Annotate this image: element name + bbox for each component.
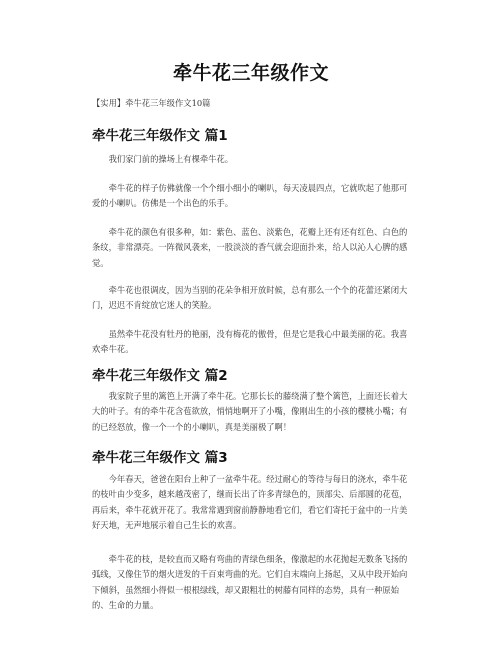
paragraph: 我们家门前的操场上有棵牵牛花。 xyxy=(92,154,234,164)
paragraph: 牵牛花的枝，是较直而又略有弯曲的青绿色细条，像激起的水花抛起无数条飞扬的弧线，又像住节的烟火迸发的千百束弯曲的光。它们自末端向上扬起，又从中段开始向下倾斜，虽然细小得似一根根绿线，却又跟粗壮的树藤有同样的态势，具有一种原始的、生命的力量。 xyxy=(92,554,408,610)
paragraph: 牵牛花也很调皮，因为当别的花朵争相开放时候，总有那么一个个的花蕾还紧闭大门，迟迟不肯绽放它迷人的笑脸。 xyxy=(92,285,408,311)
document-subtitle: 【实用】牵牛花三年级作文10篇 xyxy=(92,98,211,108)
paragraph: 牵牛花的颜色有很多种，如：紫色、蓝色、淡紫色，花瓣上还有还有红色、白色的条纹，非常漂亮。一阵微风袭来，一股淡淡的香气就会迎面扑来，给人以沁人心脾的感觉。 xyxy=(92,227,408,268)
section-heading-3: 牵牛花三年级作文 篇3 xyxy=(92,450,228,466)
paragraph: 今年春天，爸爸在阳台上种了一盆牵牛花。经过耐心的等待与每日的浇水，牵牛花的枝叶由少变多，越来越茂密了，继而长出了许多青绿色的，顶部尖、后部圆的花苞，再后来，牵牛花就开花了。我常常遇到窗前静静地看它们，看它们寄托于盆中的一片美好天地，无声地展示着自己生长的欢喜。 xyxy=(92,474,408,530)
paragraph: 我家院子里的篱笆上开满了牵牛花。它那长长的藤绕满了整个篱笆，上面还长着大大的叶子。有的牵牛花含苞欲放，悄悄地啊开了小嘴，像刚出生的小孩的樱桃小嘴；有的已经怒放，像一个一个的小喇叭，真是美丽极了啊！ xyxy=(92,391,408,432)
section-heading-1: 牵牛花三年级作文 篇1 xyxy=(92,128,228,144)
paragraph: 虽然牵牛花没有牡丹的艳丽，没有梅花的傲骨，但是它是我心中最美丽的花。我喜欢牵牛花。 xyxy=(92,329,408,355)
page-title: 牵牛花三年级作文 xyxy=(172,62,329,84)
paragraph: 牵牛花的样子仿佛就像一个个细小细小的喇叭，每天凌晨四点，它就吹起了他那可爱的小喇叭。仿佛是一个出色的乐手。 xyxy=(92,183,408,209)
section-heading-2: 牵牛花三年级作文 篇2 xyxy=(92,368,228,384)
